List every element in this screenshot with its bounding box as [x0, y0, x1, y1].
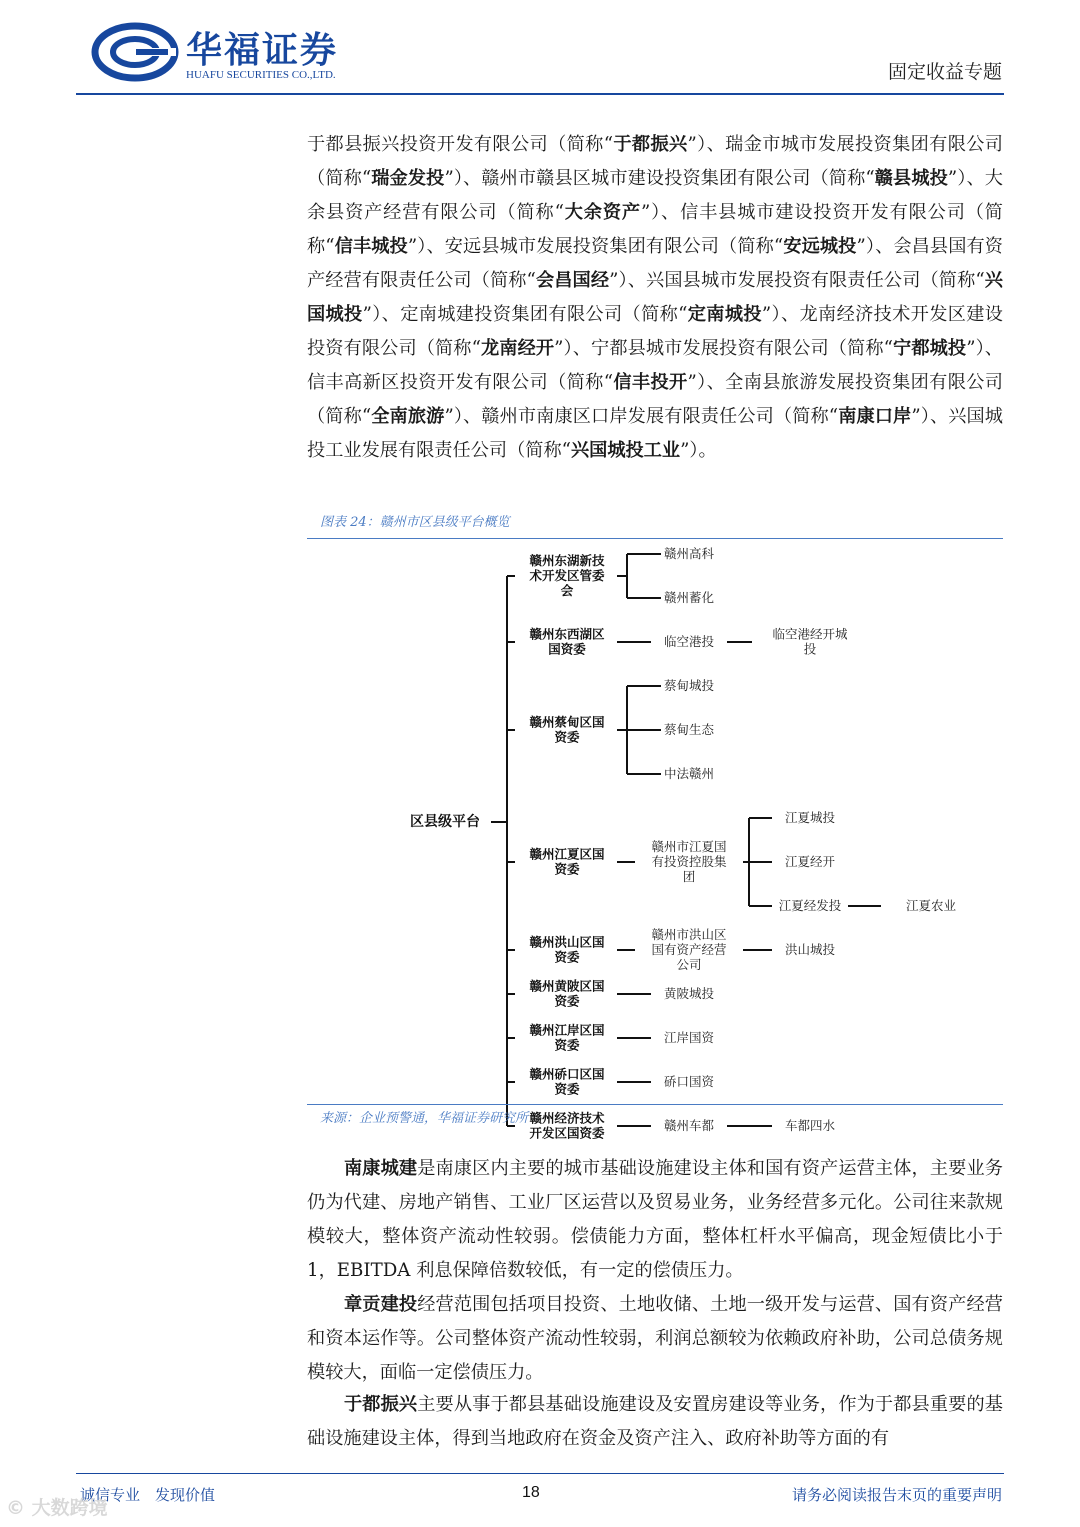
- paragraph-yudu: 于都振兴主要从事于都县基础设施建设及安置房建设等业务，作为于都县重要的基础设施建设主体，得到当地政府在资金及资产注入、政府补助等方面的有: [307, 1394, 1003, 1449]
- child-node: 赣州车都: [663, 1118, 715, 1133]
- bold-term: 南康口岸: [838, 406, 912, 427]
- watermark: © 大数跨境: [6, 1497, 108, 1519]
- grandchild-node: 车都四水: [784, 1118, 836, 1133]
- footer-disclaimer: 请务必阅读报告末页的重要声明: [791, 1486, 1002, 1504]
- child-node: 硚口国资: [663, 1074, 715, 1089]
- bold-term: 宁都城投: [892, 338, 967, 359]
- bold-term: 兴国城投: [307, 270, 1003, 325]
- paragraph-zhanggong: 章贡建投经营范围包括项目投资、土地收储、土地一级开发与运营、国有资产经营和资本运作等。公司整体资产流动性较弱，利润总额较为依赖政府补助，公司总债务规模较大，面临一定偿债压力。: [307, 1294, 1003, 1383]
- figure-title: 图表 24：赣州市区县级平台概览: [320, 515, 510, 530]
- grandchild-node: 江夏经开: [784, 854, 836, 869]
- bold-term: 于都振兴: [344, 1394, 418, 1415]
- group-node: 赣州蔡甸区国资委: [529, 714, 605, 745]
- bold-term: 信丰投开: [613, 372, 688, 393]
- header-divider: [76, 93, 1004, 95]
- bold-term: 南康城建: [344, 1158, 418, 1179]
- company-logo-english: HUAFU SECURITIES CO.,LTD.: [186, 69, 336, 81]
- child-node: 赣州蓄化: [663, 590, 715, 605]
- paragraph-nankang: 南康城建是南康区内主要的城市基础设施建设主体和国有资产运营主体，主要业务仍为代建、房地产销售、工业厂区运营以及贸易业务，业务经营多元化。公司往来款规模较大，整体资产流动性较弱。偿债能力方面，整体杠杆水平偏高，现金短债比小于 1，EBITDA 利息保障倍数较低，有一定的偿债压力。: [307, 1158, 1003, 1281]
- bold-term: 赣县城投: [874, 168, 948, 189]
- grandchild-node: 江夏经发投: [778, 898, 842, 913]
- report-section-title: 固定收益专题: [887, 61, 1002, 83]
- child-node: 黄陂城投: [663, 986, 715, 1001]
- child-node: 蔡甸城投: [663, 678, 715, 693]
- child-node: 赣州市洪山区国有资产经营公司: [651, 927, 727, 972]
- group-node: 赣州江夏区国资委: [529, 846, 605, 877]
- footer-slogan: 诚信专业 发现价值: [80, 1486, 216, 1504]
- bold-term: 瑞金发投: [371, 168, 445, 189]
- group-node: 赣州江岸区国资委: [529, 1022, 605, 1053]
- bold-term: 信丰城投: [334, 236, 408, 257]
- bold-term: 龙南经开: [480, 338, 555, 359]
- bold-term: 定南城投: [687, 304, 762, 325]
- intro-paragraph: 于都县振兴投资开发有限公司（简称“于都振兴”）、瑞金市城市发展投资集团有限公司（简称“瑞金发投”）、赣州市赣县区城市建设投资集团有限公司（简称“赣县城投”）、大余县资产经营有限公司（简称“大余资产”）、信丰县城市建设投资开发有限公司（简称“信丰城投”）、安远县城市发展投资集团有限公司（简称“安远城投”）、会昌县国有资产经营有限责任公司（简称“会昌国经”）、兴国县城市发展投资有限责任公司（简称“兴国城投”）、定南城建投资集团有限公司（简称“定南城投”）、龙南经济技术开发区建设投资有限公司（简称“龙南经开”）、宁都县城市发展投资有限公司（简称“宁都城投”）、信丰高新区投资开发有限公司（简称“信丰投开”）、全南县旅游发展投资集团有限公司（简称“全南旅游”）、赣州市南康区口岸发展有限责任公司（简称“南康口岸”）、兴国城投工业发展有限责任公司（简称“兴国城投工业”）。: [307, 134, 1003, 461]
- figure-bottom-rule: [307, 1104, 1003, 1105]
- bold-term: 会昌国经: [535, 270, 610, 291]
- child-node: 中法赣州: [663, 766, 715, 781]
- bold-term: 于都振兴: [613, 134, 688, 155]
- group-node: 赣州东西湖区国资委: [529, 626, 605, 657]
- bold-term: 全南旅游: [371, 406, 445, 427]
- bold-term: 兴国城投工业: [570, 440, 681, 461]
- child-node: 蔡甸生态: [663, 722, 715, 737]
- footer-divider: [76, 1473, 1004, 1474]
- huafu-logo-icon: [92, 22, 178, 82]
- figure-source: 来源：企业预警通，华福证券研究所: [320, 1111, 529, 1126]
- great-grandchild-node: 江夏农业: [905, 898, 957, 913]
- grandchild-node: 洪山城投: [784, 942, 836, 957]
- group-node: 赣州硚口区国资委: [529, 1066, 605, 1097]
- child-node: 赣州高科: [663, 546, 715, 561]
- page-number: 18: [522, 1484, 540, 1501]
- root-node: 区县级平台: [410, 814, 480, 830]
- child-node: 江岸国资: [663, 1030, 715, 1045]
- group-node: 赣州经济技术开发区国资委: [529, 1110, 605, 1141]
- child-node: 临空港投: [663, 634, 715, 649]
- child-node: 赣州市江夏国有投资控股集团: [651, 839, 727, 884]
- company-logo-text: 华福证券: [186, 30, 339, 71]
- grandchild-node: 江夏城投: [784, 810, 836, 825]
- bold-term: 章贡建投: [344, 1294, 418, 1315]
- grandchild-node: 临空港经开城投: [772, 626, 848, 657]
- group-node: 赣州东湖新技术开发区管委会: [529, 553, 605, 598]
- bold-term: 安远城投: [783, 236, 857, 257]
- bold-term: 大余资产: [563, 202, 641, 223]
- group-node: 赣州黄陂区国资委: [529, 978, 605, 1009]
- group-node: 赣州洪山区国资委: [529, 934, 605, 965]
